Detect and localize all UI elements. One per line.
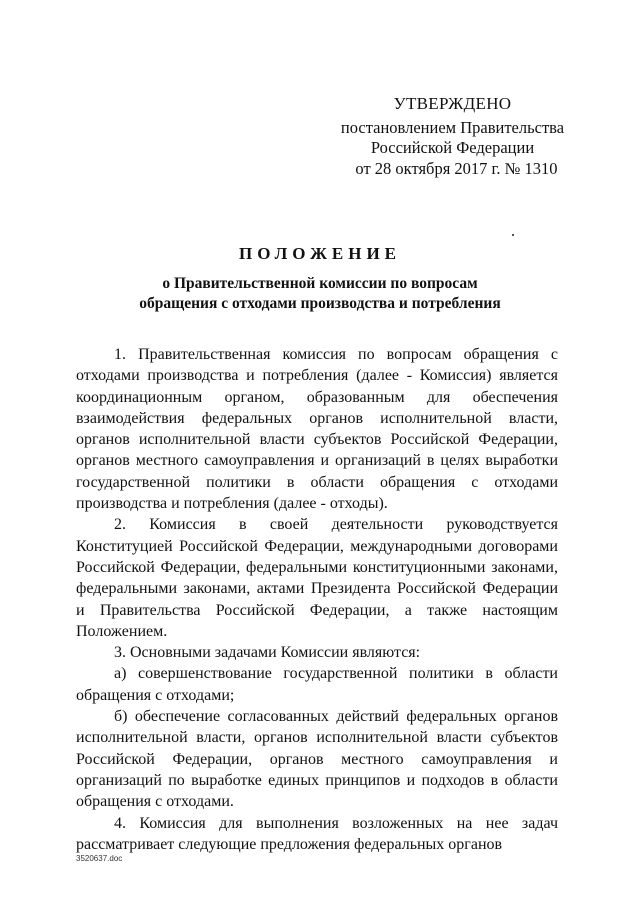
document-body: [76, 344, 558, 855]
paragraph-3b: б) обеспечение согласованных действий федеральных органов исполнительной власти, органов исполнительной власти субъектов Российской Федерации, органов местного самоуправления и организаций по выработке единых принципов и подходов в области обращения с отходами.: [76, 708, 558, 811]
document-subtitle: [60, 274, 580, 314]
paragraph-3a: а) совершенствование государственной политики в области обращения с отходами;: [76, 665, 558, 704]
document-title: ПОЛОЖЕНИЕ: [239, 244, 401, 263]
approval-block: [340, 94, 565, 179]
approval-title: УТВЕРЖДЕНО: [393, 94, 512, 113]
approval-line-1: постановлением Правительства: [340, 117, 565, 137]
document-file-code: 3520637.doc: [76, 854, 123, 863]
paragraph-2: 2. Комиссия в своей деятельности руководствуется Конституцией Российской Федерации, международными договорами Российской Федерации, федеральными конституционными законами, федеральными законами, актами Президента Российской Федерации и Правительства Российской Федерации, а также настоящим Положением.: [76, 516, 558, 640]
paragraph-3: 3. Основными задачами Комиссии являются:: [114, 644, 421, 662]
subtitle-line-2: обращения с отходами производства и потребления: [139, 295, 501, 312]
approval-line-2: Российской Федерации: [370, 138, 535, 157]
scan-speck: [512, 234, 514, 236]
subtitle-line-1: о Правительственной комиссии по вопросам: [162, 275, 478, 292]
approval-line-3: от 28 октября 2017 г. № 1310: [355, 158, 558, 178]
paragraph-1: 1. Правительственная комиссия по вопросам обращения с отходами производства и потребления (далее - Комиссия) является координационным органом, образованным для обеспечения взаимодействия федеральных органов исполнительной власти, органов исполнительной власти субъектов Российской Федерации, органов местного самоуправления и организаций в целях выработки государственной политики в области обращения с отходами производства и потребления (далее - отходы).: [76, 346, 558, 513]
paragraph-4: 4. Комиссия для выполнения возложенных на нее задач рассматривает следующие предложения федеральных органов: [76, 814, 558, 853]
